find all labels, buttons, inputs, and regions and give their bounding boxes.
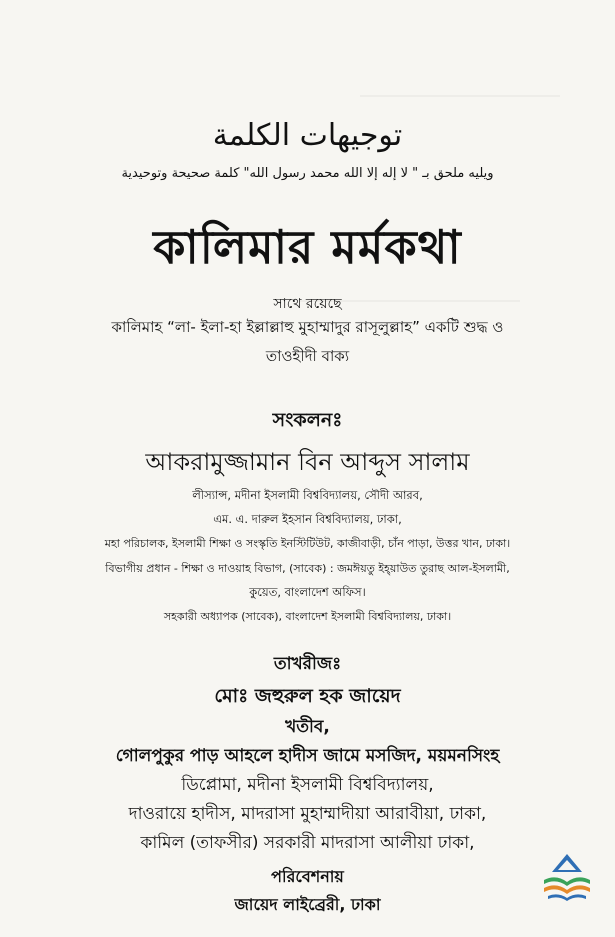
- main-title: কালিমার মর্মকথা: [153, 220, 462, 274]
- takhrij-label: তাখরীজঃ: [273, 654, 342, 674]
- logo-book-blue: [548, 894, 586, 901]
- compiler-credential: সহকারী অধ্যাপক (সাবেক), বাংলাদেশ ইসলামী বিশ্ববিদ্যালয়, ঢাকা।: [163, 610, 452, 623]
- distribution-label: পরিবেশনায়: [271, 867, 344, 886]
- khatib-label: খতীব,: [285, 717, 330, 737]
- compiler-credential: বিভাগীয় প্রধান - শিক্ষা ও দাওয়াহ বিভাগ, (সাবেক) : জমঈয়তু ইহ্‌য়াউত তুরাছ আল-ইসলামী,: [105, 562, 510, 575]
- arabic-title: توجيهات الكلمة: [212, 118, 403, 153]
- compiler-credential: মহা পরিচালক, ইসলামী শিক্ষা ও সংস্কৃতি ইনস্টিটিউট, কাজীবাড়ী, চাঁন পাড়া, উত্তর খান, ঢাকা।: [104, 537, 511, 550]
- takhrij-credential: গোলপুকুর পাড় আহলে হাদীস জামে মসজিদ, ময়মনসিংহ: [115, 746, 500, 766]
- book-logo-icon: [538, 850, 596, 908]
- compiler-name: আকরামুজ্জামান বিন আব্দুস সালাম: [145, 448, 470, 476]
- takhrij-credential: ডিপ্লোমা, মদীনা ইসলামী বিশ্ববিদ্যালয়,: [181, 775, 434, 795]
- compiler-credential: লীস্যান্স, মদীনা ইসলামী বিশ্ববিদ্যালয়, সৌদী আরব,: [192, 488, 423, 502]
- compiled-label: সংকলনঃ: [272, 409, 343, 431]
- compiler-credential: এম. এ. দারুল ইহসান বিশ্ববিদ্যালয়, ঢাকা,: [213, 512, 402, 526]
- takhrij-name: মোঃ জহুরুল হক জায়েদ: [214, 685, 401, 707]
- kalimah-line-1: কালিমাহ “লা- ইলা-হা ইল্লাল্লাহু মুহাম্মাদুর রাসূলুল্লাহ” একটি শুদ্ধ ও: [111, 318, 504, 336]
- bleed-through: [360, 95, 560, 97]
- compiler-credential: কুয়েত, বাংলাদেশ অফিস।: [249, 585, 366, 599]
- arabic-subtitle: ويليه ملحق بـ " لا إله إلا الله محمد رسول الله" كلمة صحيحة وتوحيدية: [121, 166, 494, 181]
- takhrij-credential: কামিল (তাফসীর) সরকারী মাদরাসা আলীয়া ঢাকা,: [140, 833, 475, 853]
- logo-book-green: [544, 877, 590, 886]
- kalimah-line-2: তাওহীদী বাক্য: [265, 347, 350, 365]
- publisher-name: জায়েদ লাইব্রেরী, ঢাকা: [234, 895, 381, 914]
- logo-book-orange: [544, 885, 590, 894]
- with-label: সাথে রয়েছে: [273, 296, 342, 312]
- takhrij-credential: দাওরায়ে হাদীস, মাদরাসা মুহাম্মাদীয়া আরাবীয়া, ঢাকা,: [128, 804, 487, 824]
